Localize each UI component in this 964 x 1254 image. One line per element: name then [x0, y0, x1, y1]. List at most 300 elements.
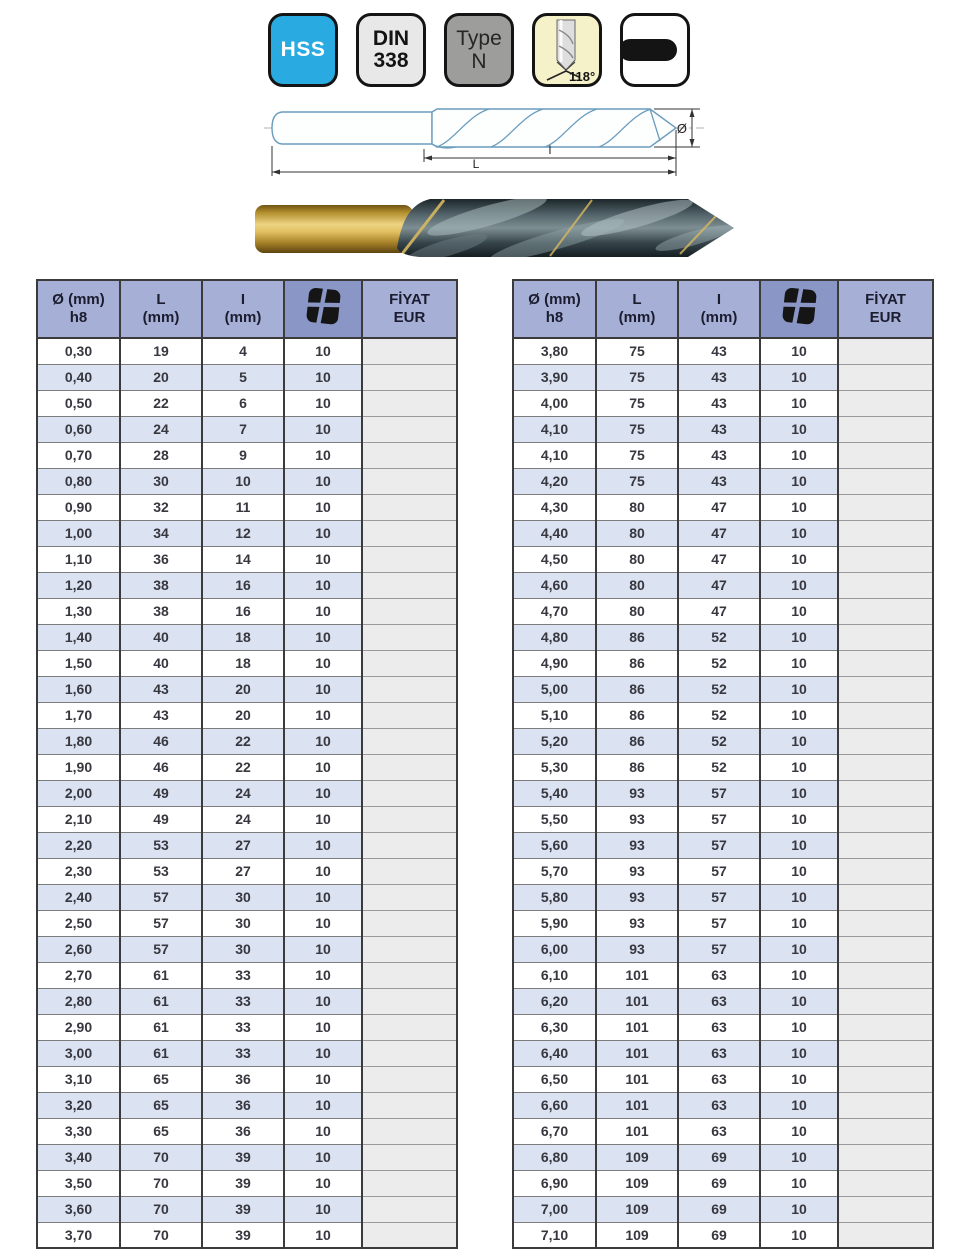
cell-flute-length: 14 — [202, 546, 284, 572]
cell-total-length: 109 — [596, 1196, 678, 1222]
cell-total-length: 53 — [120, 858, 202, 884]
cell-diameter: 0,30 — [37, 338, 120, 364]
cell-pack-qty: 10 — [760, 364, 838, 390]
table-row — [37, 728, 457, 754]
col-header-total-length: L (mm) — [120, 280, 202, 338]
cell-diameter: 3,90 — [513, 364, 596, 390]
cell-total-length: 24 — [120, 416, 202, 442]
table-row — [37, 910, 457, 936]
cell-total-length: 93 — [596, 884, 678, 910]
cell-price — [838, 806, 933, 832]
cell-pack-qty: 10 — [284, 650, 362, 676]
cell-diameter: 6,70 — [513, 1118, 596, 1144]
cell-price — [362, 1222, 457, 1248]
cell-diameter: 4,50 — [513, 546, 596, 572]
cell-price — [362, 416, 457, 442]
cell-total-length: 34 — [120, 520, 202, 546]
cell-price — [362, 1144, 457, 1170]
cell-price — [362, 962, 457, 988]
cell-price — [362, 1092, 457, 1118]
din-338-badge — [356, 13, 426, 87]
table-header — [513, 280, 933, 338]
table-row — [37, 1066, 457, 1092]
cell-total-length: 30 — [120, 468, 202, 494]
cell-pack-qty: 10 — [284, 702, 362, 728]
drill-shank-outline — [272, 112, 432, 144]
cell-pack-qty: 10 — [284, 988, 362, 1014]
cell-flute-length: 16 — [202, 598, 284, 624]
cell-diameter: 5,30 — [513, 754, 596, 780]
cell-total-length: 80 — [596, 598, 678, 624]
cell-price — [362, 624, 457, 650]
cell-total-length: 46 — [120, 754, 202, 780]
cell-total-length: 80 — [596, 494, 678, 520]
cell-flute-length: 43 — [678, 364, 760, 390]
cell-flute-length: 63 — [678, 1040, 760, 1066]
package-icon — [776, 284, 822, 330]
cell-pack-qty: 10 — [284, 858, 362, 884]
cell-diameter: 2,00 — [37, 780, 120, 806]
cell-pack-qty: 10 — [760, 1170, 838, 1196]
cell-total-length: 43 — [120, 676, 202, 702]
table-row — [37, 754, 457, 780]
cell-diameter: 3,40 — [37, 1144, 120, 1170]
cell-diameter: 0,80 — [37, 468, 120, 494]
table-header — [37, 280, 457, 338]
cell-total-length: 70 — [120, 1222, 202, 1248]
cell-price — [838, 1014, 933, 1040]
cell-diameter: 5,20 — [513, 728, 596, 754]
cell-price — [838, 520, 933, 546]
cell-total-length: 43 — [120, 702, 202, 728]
cell-total-length: 93 — [596, 806, 678, 832]
table-row — [37, 702, 457, 728]
cell-price — [362, 390, 457, 416]
cell-total-length: 65 — [120, 1066, 202, 1092]
table-row — [37, 520, 457, 546]
cell-flute-length: 47 — [678, 598, 760, 624]
cell-total-length: 93 — [596, 910, 678, 936]
cell-price — [362, 936, 457, 962]
table-row — [513, 728, 933, 754]
cell-pack-qty: 10 — [284, 1118, 362, 1144]
cell-total-length: 70 — [120, 1170, 202, 1196]
cell-price — [362, 650, 457, 676]
table-row — [513, 910, 933, 936]
cell-pack-qty: 10 — [284, 676, 362, 702]
table-row — [513, 1222, 933, 1248]
cell-total-length: 46 — [120, 728, 202, 754]
cell-flute-length: 52 — [678, 754, 760, 780]
cell-price — [838, 936, 933, 962]
cell-diameter: 2,80 — [37, 988, 120, 1014]
size-table-right — [512, 279, 934, 1249]
cell-total-length: 86 — [596, 702, 678, 728]
table-row — [513, 1144, 933, 1170]
table-row — [513, 650, 933, 676]
cell-flute-length: 39 — [202, 1170, 284, 1196]
cell-pack-qty: 10 — [760, 780, 838, 806]
cell-pack-qty: 10 — [284, 1092, 362, 1118]
cell-pack-qty: 10 — [760, 494, 838, 520]
din-badge-line2: 338 — [373, 49, 409, 72]
cell-total-length: 38 — [120, 572, 202, 598]
package-icon — [300, 284, 346, 330]
cell-pack-qty: 10 — [284, 494, 362, 520]
col-header-flute-length: I (mm) — [678, 280, 760, 338]
cell-diameter: 4,30 — [513, 494, 596, 520]
cell-total-length: 61 — [120, 988, 202, 1014]
table-row — [513, 1092, 933, 1118]
table-row — [513, 364, 933, 390]
cell-price — [362, 988, 457, 1014]
cell-total-length: 49 — [120, 780, 202, 806]
product-badges — [268, 13, 690, 87]
cell-flute-length: 43 — [678, 468, 760, 494]
cell-pack-qty: 10 — [284, 728, 362, 754]
table-row — [37, 1092, 457, 1118]
cell-flute-length: 52 — [678, 702, 760, 728]
cell-diameter: 6,40 — [513, 1040, 596, 1066]
cell-flute-length: 57 — [678, 884, 760, 910]
cell-pack-qty: 10 — [760, 884, 838, 910]
cell-diameter: 0,50 — [37, 390, 120, 416]
cell-pack-qty: 10 — [284, 416, 362, 442]
cell-total-length: 80 — [596, 572, 678, 598]
cell-flute-length: 12 — [202, 520, 284, 546]
cell-total-length: 75 — [596, 364, 678, 390]
cell-flute-length: 20 — [202, 676, 284, 702]
cell-price — [362, 468, 457, 494]
cell-diameter: 6,80 — [513, 1144, 596, 1170]
table-row — [513, 494, 933, 520]
cell-flute-length: 4 — [202, 338, 284, 364]
cell-pack-qty: 10 — [760, 962, 838, 988]
cell-price — [838, 754, 933, 780]
cell-flute-length: 69 — [678, 1222, 760, 1248]
cell-flute-length: 47 — [678, 494, 760, 520]
col-header-price: FİYAT EUR — [838, 280, 933, 338]
product-photo — [252, 190, 738, 268]
cell-price — [362, 910, 457, 936]
cell-diameter: 6,10 — [513, 962, 596, 988]
cell-pack-qty: 10 — [760, 910, 838, 936]
table-row — [513, 572, 933, 598]
cell-diameter: 3,00 — [37, 1040, 120, 1066]
table-row — [513, 1170, 933, 1196]
cell-total-length: 75 — [596, 416, 678, 442]
cell-diameter: 0,60 — [37, 416, 120, 442]
cell-diameter: 5,50 — [513, 806, 596, 832]
cell-flute-length: 20 — [202, 702, 284, 728]
cell-flute-length: 36 — [202, 1118, 284, 1144]
cell-flute-length: 57 — [678, 858, 760, 884]
cell-price — [362, 364, 457, 390]
cell-price — [838, 702, 933, 728]
cell-price — [362, 546, 457, 572]
table-row — [513, 702, 933, 728]
cell-diameter: 2,40 — [37, 884, 120, 910]
table-row — [513, 546, 933, 572]
photo-shank — [255, 205, 413, 253]
cell-pack-qty: 10 — [284, 1222, 362, 1248]
table-row — [513, 520, 933, 546]
cell-price — [838, 468, 933, 494]
cell-diameter: 0,70 — [37, 442, 120, 468]
cell-diameter: 3,80 — [513, 338, 596, 364]
col-header-price: FİYAT EUR — [362, 280, 457, 338]
cell-total-length: 109 — [596, 1144, 678, 1170]
table-row — [513, 338, 933, 364]
cell-diameter: 5,00 — [513, 676, 596, 702]
cell-price — [362, 676, 457, 702]
cell-pack-qty: 10 — [284, 546, 362, 572]
cell-price — [838, 728, 933, 754]
cell-diameter: 6,50 — [513, 1066, 596, 1092]
cell-diameter: 2,60 — [37, 936, 120, 962]
cell-pack-qty: 10 — [284, 806, 362, 832]
cell-price — [838, 676, 933, 702]
cell-total-length: 101 — [596, 988, 678, 1014]
cell-total-length: 93 — [596, 936, 678, 962]
cell-diameter: 5,40 — [513, 780, 596, 806]
cell-pack-qty: 10 — [760, 1222, 838, 1248]
cell-flute-length: 16 — [202, 572, 284, 598]
total-length-label: L — [472, 157, 480, 171]
cell-diameter: 1,10 — [37, 546, 120, 572]
cell-pack-qty: 10 — [284, 624, 362, 650]
col-header-total-length: L (mm) — [596, 280, 678, 338]
cell-price — [838, 1196, 933, 1222]
cell-price — [362, 1118, 457, 1144]
cell-diameter: 1,90 — [37, 754, 120, 780]
cell-pack-qty: 10 — [760, 988, 838, 1014]
cell-flute-length: 69 — [678, 1144, 760, 1170]
type-n-badge — [444, 13, 514, 87]
cell-total-length: 57 — [120, 910, 202, 936]
table-row — [513, 1066, 933, 1092]
cell-price — [838, 364, 933, 390]
cell-price — [362, 858, 457, 884]
cell-flute-length: 63 — [678, 962, 760, 988]
col-header-diameter: Ø (mm) h8 — [37, 280, 120, 338]
cell-pack-qty: 10 — [760, 624, 838, 650]
table-row — [37, 416, 457, 442]
cell-diameter: 6,90 — [513, 1170, 596, 1196]
cell-flute-length: 57 — [678, 832, 760, 858]
cell-price — [362, 832, 457, 858]
table-row — [513, 754, 933, 780]
table-row — [37, 832, 457, 858]
cell-price — [838, 910, 933, 936]
table-row — [37, 494, 457, 520]
cell-diameter: 3,50 — [37, 1170, 120, 1196]
cell-flute-length: 30 — [202, 910, 284, 936]
cell-pack-qty: 10 — [284, 1066, 362, 1092]
cell-total-length: 75 — [596, 390, 678, 416]
cell-pack-qty: 10 — [284, 442, 362, 468]
cell-diameter: 1,30 — [37, 598, 120, 624]
cell-total-length: 93 — [596, 832, 678, 858]
cell-diameter: 3,20 — [37, 1092, 120, 1118]
table-row — [513, 832, 933, 858]
cell-flute-length: 24 — [202, 806, 284, 832]
cell-total-length: 93 — [596, 858, 678, 884]
cell-diameter: 3,10 — [37, 1066, 120, 1092]
cell-diameter: 4,80 — [513, 624, 596, 650]
cell-price — [838, 546, 933, 572]
table-row — [37, 624, 457, 650]
cell-diameter: 4,20 — [513, 468, 596, 494]
cell-flute-length: 69 — [678, 1170, 760, 1196]
hss-badge — [268, 13, 338, 87]
cell-flute-length: 43 — [678, 442, 760, 468]
cell-total-length: 70 — [120, 1196, 202, 1222]
cell-total-length: 101 — [596, 1014, 678, 1040]
straight-shank-icon — [623, 16, 687, 84]
cell-price — [362, 806, 457, 832]
cell-diameter: 6,00 — [513, 936, 596, 962]
cell-price — [838, 962, 933, 988]
cell-pack-qty: 10 — [760, 1092, 838, 1118]
cell-diameter: 1,60 — [37, 676, 120, 702]
cell-total-length: 61 — [120, 1040, 202, 1066]
cell-flute-length: 43 — [678, 390, 760, 416]
table-row — [513, 468, 933, 494]
cell-price — [362, 1196, 457, 1222]
cell-price — [838, 780, 933, 806]
table-row — [513, 390, 933, 416]
cell-total-length: 75 — [596, 468, 678, 494]
type-badge-line2: N — [471, 50, 487, 73]
cell-pack-qty: 10 — [284, 962, 362, 988]
cell-total-length: 101 — [596, 962, 678, 988]
cell-flute-length: 24 — [202, 780, 284, 806]
cell-flute-length: 10 — [202, 468, 284, 494]
diameter-label: Ø — [676, 121, 687, 136]
cell-diameter: 1,00 — [37, 520, 120, 546]
col-header-diameter: Ø (mm) h8 — [513, 280, 596, 338]
cell-flute-length: 63 — [678, 1014, 760, 1040]
table-row — [37, 598, 457, 624]
cell-price — [838, 858, 933, 884]
cell-price — [362, 780, 457, 806]
cell-diameter: 2,70 — [37, 962, 120, 988]
cell-diameter: 3,60 — [37, 1196, 120, 1222]
col-header-pack-qty — [760, 280, 838, 338]
cell-price — [838, 598, 933, 624]
cell-pack-qty: 10 — [284, 1040, 362, 1066]
cell-total-length: 57 — [120, 936, 202, 962]
cell-price — [838, 1222, 933, 1248]
cell-price — [838, 416, 933, 442]
table-row — [37, 884, 457, 910]
cell-pack-qty: 10 — [760, 1014, 838, 1040]
cell-pack-qty: 10 — [760, 858, 838, 884]
cell-total-length: 22 — [120, 390, 202, 416]
cell-price — [362, 1066, 457, 1092]
cell-flute-length: 30 — [202, 884, 284, 910]
cell-diameter: 4,70 — [513, 598, 596, 624]
cell-diameter: 2,20 — [37, 832, 120, 858]
col-header-flute-length: I (mm) — [202, 280, 284, 338]
cell-total-length: 75 — [596, 338, 678, 364]
cell-diameter: 0,40 — [37, 364, 120, 390]
cell-total-length: 101 — [596, 1118, 678, 1144]
cell-price — [838, 572, 933, 598]
cell-diameter: 3,30 — [37, 1118, 120, 1144]
table-row — [513, 780, 933, 806]
cell-diameter: 2,10 — [37, 806, 120, 832]
cell-total-length: 80 — [596, 520, 678, 546]
cell-total-length: 101 — [596, 1040, 678, 1066]
cell-price — [362, 572, 457, 598]
cell-flute-length: 69 — [678, 1196, 760, 1222]
cell-total-length: 86 — [596, 624, 678, 650]
cell-price — [838, 338, 933, 364]
cell-flute-length: 39 — [202, 1196, 284, 1222]
table-row — [513, 988, 933, 1014]
cell-total-length: 53 — [120, 832, 202, 858]
cell-flute-length: 36 — [202, 1066, 284, 1092]
cell-total-length: 101 — [596, 1092, 678, 1118]
cell-price — [362, 598, 457, 624]
cell-diameter: 4,90 — [513, 650, 596, 676]
table-row — [37, 962, 457, 988]
cell-pack-qty: 10 — [760, 572, 838, 598]
cell-pack-qty: 10 — [284, 520, 362, 546]
cell-diameter: 5,80 — [513, 884, 596, 910]
table-row — [513, 1196, 933, 1222]
cell-flute-length: 57 — [678, 910, 760, 936]
cell-diameter: 0,90 — [37, 494, 120, 520]
cell-total-length: 32 — [120, 494, 202, 520]
cell-total-length: 28 — [120, 442, 202, 468]
cell-price — [362, 1014, 457, 1040]
cell-flute-length: 52 — [678, 676, 760, 702]
table-row — [513, 936, 933, 962]
cell-total-length: 86 — [596, 650, 678, 676]
cell-pack-qty: 10 — [760, 546, 838, 572]
cell-diameter: 2,30 — [37, 858, 120, 884]
cell-flute-length: 57 — [678, 936, 760, 962]
cell-total-length: 80 — [596, 546, 678, 572]
cell-flute-length: 27 — [202, 832, 284, 858]
cell-pack-qty: 10 — [760, 1040, 838, 1066]
cell-price — [838, 1170, 933, 1196]
cell-flute-length: 5 — [202, 364, 284, 390]
cell-pack-qty: 10 — [760, 676, 838, 702]
table-row — [37, 572, 457, 598]
cell-flute-length: 52 — [678, 728, 760, 754]
cell-pack-qty: 10 — [284, 1014, 362, 1040]
cell-flute-length: 33 — [202, 1014, 284, 1040]
table-row — [513, 598, 933, 624]
cell-flute-length: 18 — [202, 624, 284, 650]
table-row — [513, 806, 933, 832]
table-row — [37, 546, 457, 572]
cell-price — [362, 338, 457, 364]
shank-badge — [620, 13, 690, 87]
cell-total-length: 40 — [120, 624, 202, 650]
table-body-right — [513, 338, 933, 1248]
cell-diameter: 1,20 — [37, 572, 120, 598]
cell-flute-length: 47 — [678, 572, 760, 598]
table-row — [513, 676, 933, 702]
cell-pack-qty: 10 — [284, 364, 362, 390]
cell-total-length: 19 — [120, 338, 202, 364]
table-row — [37, 1014, 457, 1040]
